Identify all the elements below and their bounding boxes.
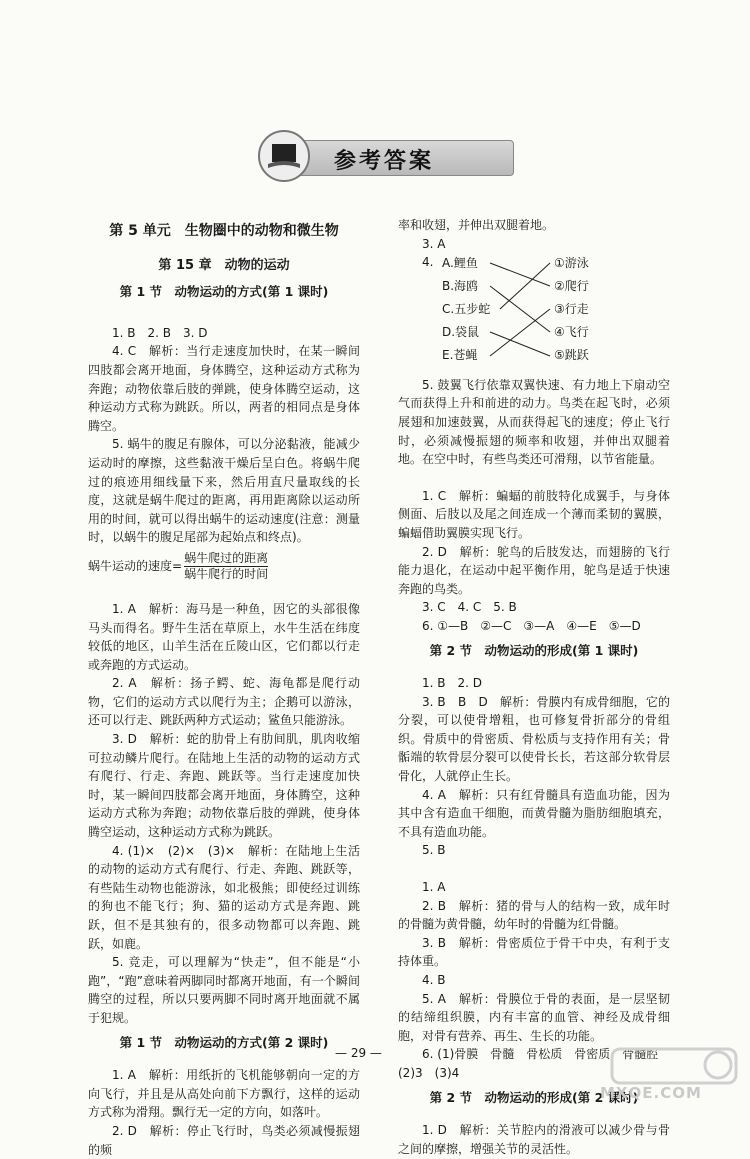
match-right-item: ④飞行: [554, 324, 589, 339]
match-line: [490, 286, 550, 332]
answer-item: 1. D 解析：关节腔内的滑液可以减少骨与骨之间的摩擦，增强关节的灵活性。: [398, 1123, 670, 1156]
answer-item: 5. A 解析：骨膜位于骨的表面，是一层坚韧的结缔组织膜，内有丰富的血管、神经及成骨细胞，对骨有营养、再生、生长的功能。: [398, 991, 670, 1043]
matching-diagram: [442, 254, 662, 372]
answer-item: 5. 竞走，可以理解为“快走”，但不能是“小跑”，“跑”意味着两脚同时都离开地面，有一个瞬间腾空的过程，所以只要两脚不同时离开地面就不属于犯规。: [88, 955, 360, 1025]
answer-item: 4.: [422, 255, 434, 270]
answer-item: 4. B: [422, 973, 446, 987]
answer-item: 1. B 2. D: [422, 676, 483, 691]
right-column: [398, 216, 670, 1158]
answer-item: 2. A 解析：扬子鳄、蛇、海龟都是爬行动物，它们的运动方式以爬行为主；企鹅可以游泳，还可以行走、跳跃两种方式运动；鲨鱼只能游泳。: [88, 676, 360, 728]
answer-item: 3. C 4. C 5. B: [422, 600, 517, 615]
matching-question: [398, 253, 670, 372]
section-title: 第 1 节 动物运动的方式(第 1 课时): [119, 284, 329, 300]
book-icon: [260, 132, 308, 180]
answer-item: 4. A 解析：只有红骨髓具有造血功能，因为其中含有造血干细胞，而黄骨髓为脂肪细胞填充，不具有造血功能。: [398, 787, 670, 839]
answer-item: 5. 蜗牛的腹足有腺体，可以分泌黏液，能减少运动时的摩擦，这些黏液干燥后呈白色。将蜗牛爬过的痕迹用细线量下来，然后用直尺量取线的长度，这就是蜗牛爬过的距离，再用距离除以运动所用的时间，就可以得出蜗牛的运动速度(注意：测量时，以蜗牛的腹足尾部为起始点和终点)。: [88, 437, 360, 545]
answer-item: 4. C 解析：当行走速度加快时，在某一瞬间四肢都会离开地面，身体腾空，这种运动方式称为奔跑；动物依靠后肢的弹跳，使身体腾空运动，这种运动方式称为跳跃。所以，两者的相同点是身体腾空。: [88, 344, 360, 433]
watermark-text: MXQE.COM: [600, 1084, 702, 1102]
answer-item: 6. ①—B ②—C ③—A ④—E ⑤—D: [422, 618, 641, 633]
answer-item: 1. B 2. B 3. D: [112, 325, 208, 340]
answer-item: 2. B 解析：猪的骨与人的结构一致，成年时的骨髓为黄骨髓，幼年时的骨髓为红骨髓。: [398, 898, 670, 932]
match-line: [490, 332, 550, 356]
section-title: 第 2 节 动物运动的形成(第 1 课时): [429, 642, 639, 658]
answer-item: 3. A: [422, 236, 446, 251]
page-number: — 29 —: [335, 1046, 382, 1060]
formula-label: 蜗牛运动的速度=: [88, 558, 183, 573]
answer-banner: [258, 130, 514, 182]
left-column: [88, 222, 360, 1159]
answer-item: 1. A 解析：海马是一种鱼，因它的头部很像马头而得名。野牛生活在草原上，水牛生活在纬度较低的地区，山羊生活在丘陵山区，它们都以行走或奔跑的方式运动。: [88, 601, 360, 672]
answer-item: 3. B B D 解析：骨膜内有成骨细胞，它的分裂，可以使骨增粗，也可修复骨折部分的骨组织。骨质中的骨密质、骨松质与支持作用有关；骨骺端的软骨层分裂可以使骨长长，若这部分软骨层骨化，人就停止生长。: [398, 694, 670, 784]
section-title: 第 2 节 动物运动的形成(第 2 课时): [429, 1089, 639, 1105]
section-title: 第 1 节 动物运动的方式(第 2 课时): [119, 1034, 329, 1050]
match-right-item: ③行走: [554, 301, 589, 316]
answer-item: (2)3 (3)4: [398, 1065, 460, 1080]
match-line: [490, 263, 550, 286]
match-left-item: E.苍蝇: [442, 347, 478, 362]
answer-item: 1. C 解析：蝙蝠的前肢特化成翼手，与身体侧面、后肢以及尾之间连成一个薄而柔韧的翼膜，蝙蝠借助翼膜实现飞行。: [398, 488, 670, 540]
answer-item: 3. B 解析：骨密质位于骨干中央，有利于支持体重。: [398, 935, 670, 969]
match-right-item: ②爬行: [554, 278, 589, 293]
speed-formula: [88, 551, 360, 582]
answer-item: 3. D 解析：蛇的肋骨上有肋间肌，肌肉收缩可拉动鳞片爬行。在陆地上生活的动物的运动方式有爬行、行走、奔跑、跳跃等。当行走速度加快时，某一瞬间四肢都会离开地面，身体腾空，这种运动方式称为奔跑；动物依靠后肢的弹跳，使身体腾空运动，这种运动方式称为跳跃。: [88, 732, 360, 840]
answer-item: 4. (1)× (2)× (3)× 解析：在陆地上生活的动物的运动方式有爬行、行走、奔跑、跳跃等，有些陆生动物也能游泳，如北极熊；即使经过训练的狗也不能飞行；狗、猫的运动方式是奔跑、跳跃，但不是其独有的，很多动物都可以奔跑、跳跃，如鹿。: [88, 843, 360, 951]
banner-title: 参考答案: [334, 149, 435, 174]
match-left-item: C.五步蛇: [442, 301, 491, 316]
answer-item: 2. D 解析：鸵鸟的后肢发达，而翅膀的飞行能力退化，在运动中起平衡作用，鸵鸟是适于快速奔跑的鸟类。: [398, 544, 670, 596]
match-right-item: ⑤跳跃: [554, 347, 589, 362]
answer-item: 1. A 解析：用纸折的飞机能够朝向一定的方向飞行，并且是从高处向前下方飘行，这样的运动方式称为滑翔。飘行无一定的方向，如落叶。: [88, 1068, 360, 1120]
answer-item: 1. A: [422, 880, 446, 895]
answer-item: 5. B: [422, 843, 446, 858]
answer-item: 6. (1)骨膜 骨髓 骨松质 骨密质 骨髓腔: [422, 1047, 659, 1062]
unit-title: 第 5 单元 生物圈中的动物和微生物: [109, 223, 339, 239]
match-left-item: B.海鸥: [442, 278, 479, 293]
formula-numerator: 蜗牛爬过的距离: [184, 550, 269, 565]
formula-denominator: 蜗牛爬行的时间: [184, 566, 269, 581]
match-line: [490, 309, 550, 356]
match-left-item: A.鲤鱼: [442, 255, 478, 270]
answer-item: 率和收翅，并伸出双腿着地。: [398, 218, 555, 232]
answer-item: 5. 鼓翼飞行依靠双翼快速、有力地上下扇动空气而获得上升和前进的动力。鸟类在起飞时，必须展翅和加速鼓翼，从而获得起飞的速度；停止飞行时，必须减慢振翅的频率和收翅，并伸出双腿着地。在空中时，有些鸟类还可滑翔，以节省能量。: [398, 377, 670, 467]
chapter-title: 第 15 章 动物的运动: [158, 257, 290, 273]
banner-emblem: [258, 130, 310, 182]
answer-item: 2. D 解析：停止飞行时，鸟类必须减慢振翅的频: [88, 1123, 360, 1157]
match-right-item: ①游泳: [554, 255, 589, 270]
match-left-item: D.袋鼠: [442, 324, 480, 339]
